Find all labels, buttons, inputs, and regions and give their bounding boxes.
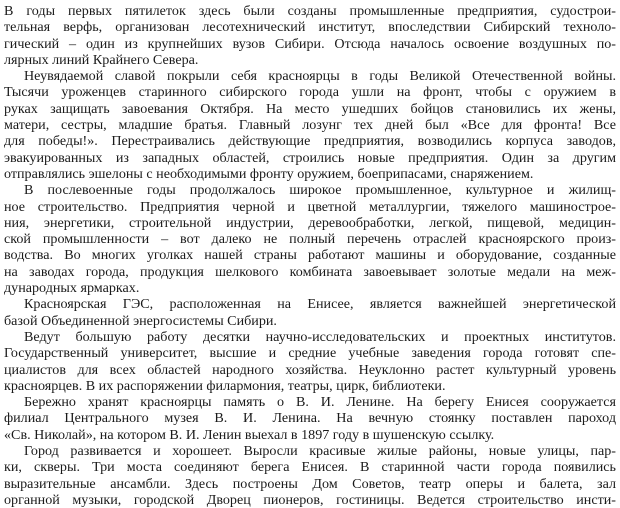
text-line: базой Объединенной энергосистемы Сибири.	[4, 312, 277, 329]
document-body	[4, 3, 616, 508]
paragraph-7	[4, 443, 616, 508]
text-line: Город развивается и хорошеет. Выросли красивые жилые районы, новые улицы, пар-	[24, 443, 616, 460]
text-line: Красноярская ГЭС, расположенная на Енисее, является важнейшей энергетической	[24, 296, 616, 313]
paragraph-5	[4, 329, 616, 394]
text-line: органной музыки, городской Дворец пионеров, гостиницы. Ведется строительство инсти-	[4, 491, 616, 508]
paragraph-6	[4, 394, 616, 443]
text-line: Бережно хранят красноярцы память о В. И. Ленине. На берегу Енисея сооружается	[24, 394, 616, 411]
text-line: на заводах города, продукция шелкового комбината завоевывает золотые медали на меж-	[4, 263, 616, 280]
text-line: Государственный университет, высшие и средние учебные заведения города готовят спе-	[4, 345, 616, 362]
text-line: ное строительство. Предприятия черной и цветной металлургии, тяжелого машинострое-	[4, 198, 616, 215]
text-line: руках защищать завоевания Октября. На место ушедших бойцов становились их жены,	[4, 100, 616, 117]
text-line: выразительные ансамбли. Здесь построены Дом Советов, театр оперы и балета, зал	[4, 475, 616, 492]
text-line: водства. Во многих уголках нашей страны работают машины и оборудование, созданные	[4, 247, 616, 264]
text-line: филиал Центрального музея В. И. Ленина. На вечную стоянку поставлен пароход	[4, 410, 616, 427]
text-line: лярных линий Крайнего Севера.	[4, 51, 199, 68]
text-line: эвакуированных из западных областей, строились новые предприятия. Один за другим	[4, 149, 616, 166]
paragraph-4	[4, 296, 616, 329]
text-line: гический – один из крупнейших вузов Сибири. Отсюда началось освоение воздушных по-	[4, 35, 616, 52]
paragraph-1	[4, 3, 616, 68]
text-line: отправлялись эшелоны с необходимыми фронту оружием, боеприпасами, снаряжением.	[4, 165, 534, 182]
text-line: В послевоенные годы продолжалось широкое промышленное, культурное и жилищ-	[24, 182, 616, 199]
text-line: красноярцев. В их распоряжении филармония, театры, цирк, библиотеки.	[4, 377, 446, 394]
text-line: Тысячи уроженцев старинного сибирского города ушли на фронт, чтобы с оружием в	[4, 84, 616, 101]
text-line: дународных ярмарках.	[4, 280, 140, 297]
text-line: ния, энергетики, строительной индустрии, деревообработки, легкой, пищевой, медицин-	[4, 214, 616, 231]
text-line: В годы первых пятилеток здесь были созданы промышленные предприятия, судострои-	[4, 3, 616, 19]
text-line: для победы!». Перестраивались действующие предприятия, возводились корпуса заводов,	[4, 133, 616, 150]
text-line: тельная верфь, организован лесотехнический институт, впоследствии Сибирский техноло-	[4, 19, 616, 36]
paragraph-2	[4, 68, 616, 182]
text-line: матери, сестры, младшие братья. Главный лозунг тех дней был «Все для фронта! Все	[4, 117, 616, 134]
text-line: Неувядаемой славой покрыли себя красноярцы в годы Великой Отечественной войны.	[24, 68, 616, 85]
text-line: циалистов для всех областей народного хозяйства. Неуклонно растет культурный уровень	[4, 361, 616, 378]
text-line: ки, скверы. Три моста соединяют берега Енисея. В старинной части города появились	[4, 459, 616, 476]
text-line: Ведут большую работу десятки научно-исследовательских и проектных институтов.	[24, 328, 616, 345]
paragraph-3	[4, 182, 616, 296]
text-line: «Св. Николай», на котором В. И. Ленин выехал в 1897 году в шушенскую ссылку.	[4, 426, 495, 443]
text-line: ской промышленности – вот далеко не полный перечень отраслей красноярского произ-	[4, 231, 616, 248]
